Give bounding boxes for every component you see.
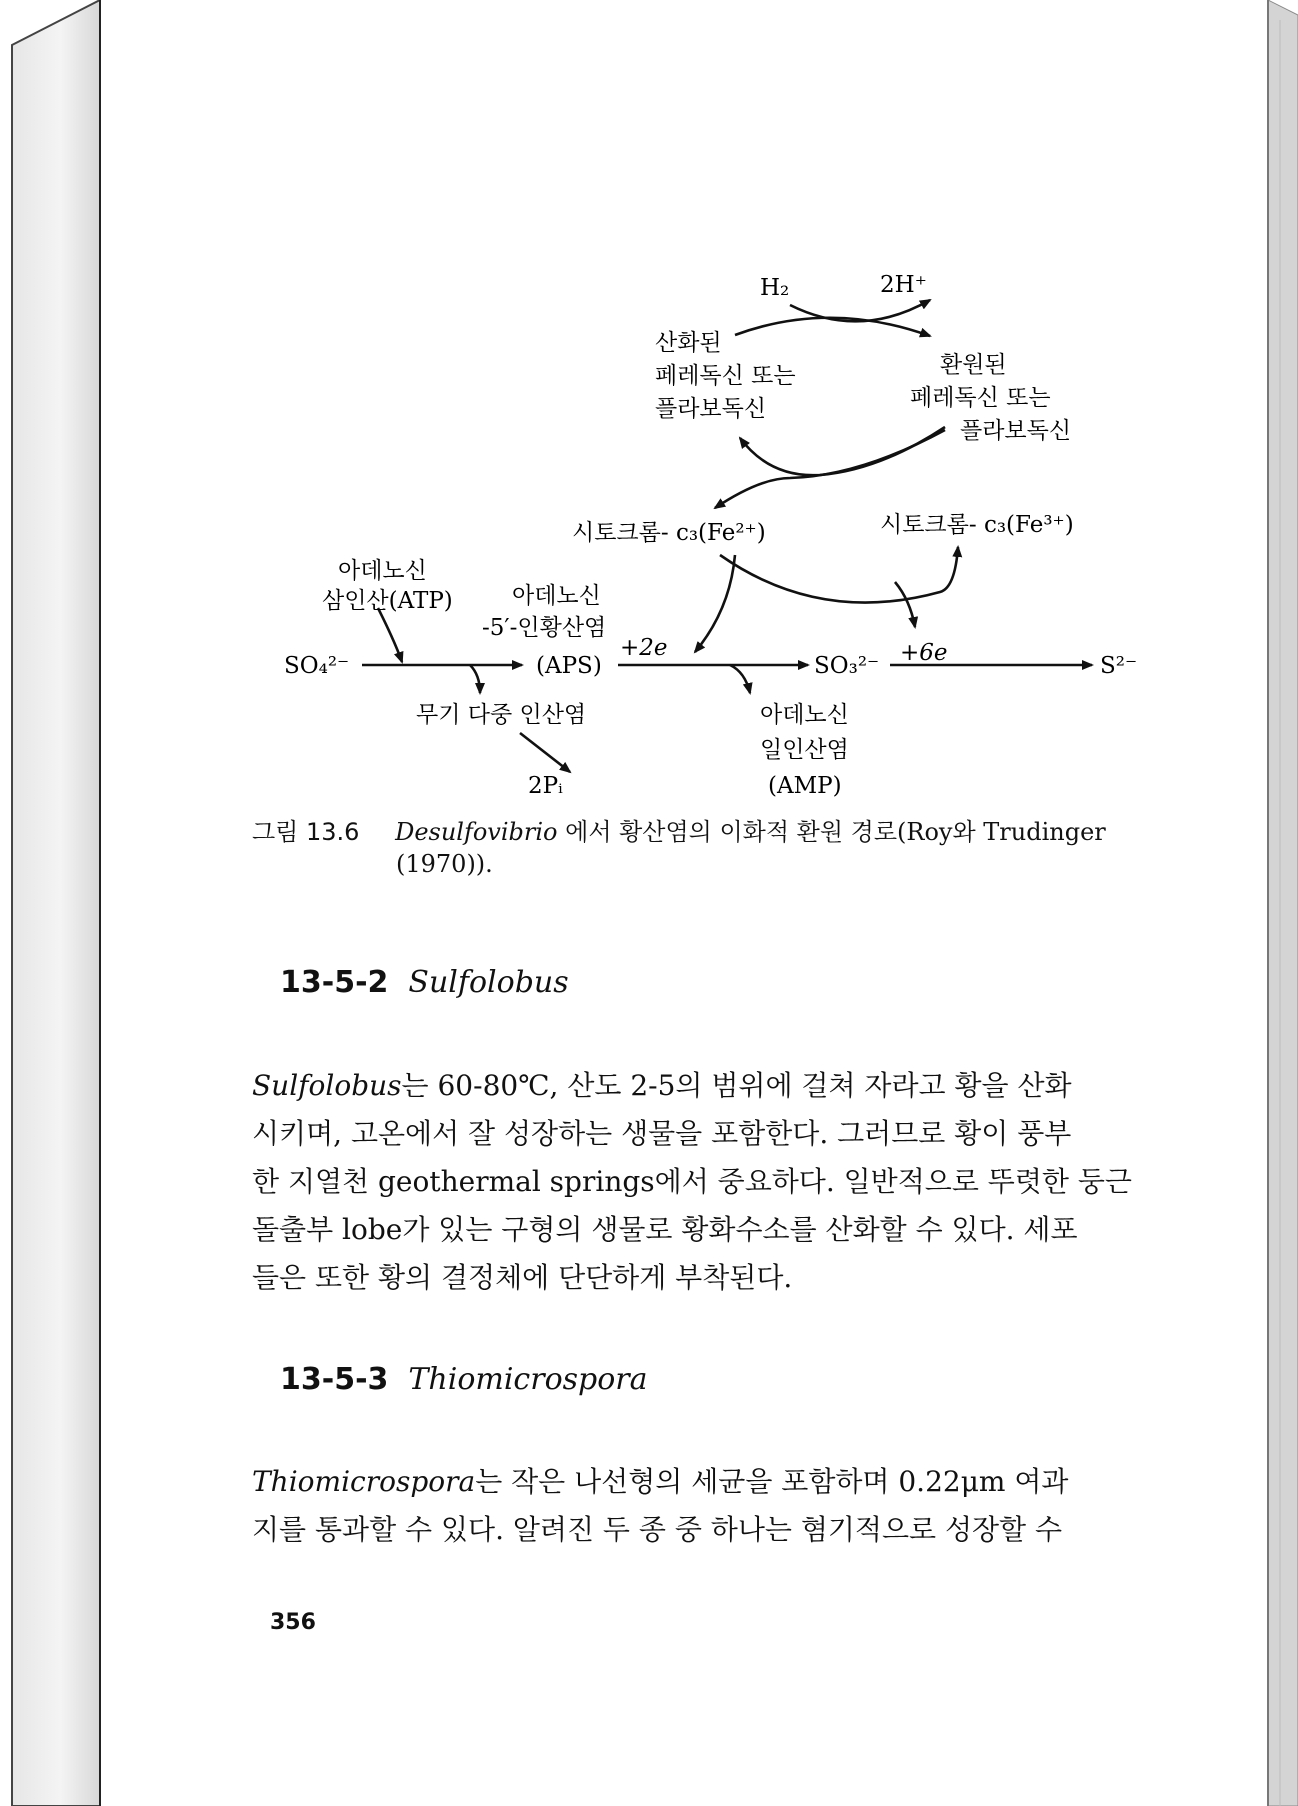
arrow-atp-in [378, 608, 402, 662]
section-number: 13-5-2 [280, 965, 389, 1000]
species-name: Sulfolobus [252, 1069, 402, 1102]
paragraph-sulfolobus [252, 1062, 1172, 1302]
arrow-fe2-down [695, 555, 735, 652]
amp-label-line2: 일인산염 [760, 737, 849, 763]
paragraph-line: 들은 또한 황의 결정체에 단단하게 부착된다. [252, 1261, 793, 1294]
so3-label: SO₃²⁻ [814, 653, 880, 679]
section-heading-sulfolobus [280, 965, 569, 1000]
aps-label: (APS) [536, 653, 602, 679]
plus-6e-label: +6e [900, 640, 948, 666]
plus-2e-label: +2e [620, 635, 668, 661]
amp-label-line3: (AMP) [768, 773, 842, 799]
arrow-fe2-to-fe3 [720, 547, 958, 603]
page-number: 356 [270, 1610, 316, 1635]
species-name: Thiomicrospora [252, 1465, 476, 1498]
paragraph-line: 돌출부 lobe가 있는 구형의 생물로 황화수소를 산화할 수 있다. 세포 [252, 1213, 1078, 1246]
section-title: Sulfolobus [408, 965, 569, 1000]
figure-species: Desulfovibrio [395, 818, 558, 846]
figure-caption-line2: (1970)). [396, 850, 493, 878]
figure-caption [252, 812, 1106, 847]
arrow-fe3-down [895, 582, 915, 627]
reduced-ferredoxin-line3: 플라보독신 [960, 418, 1072, 444]
atp-label-line2: 삼인산(ATP) [322, 588, 453, 614]
aps-label-line2: -5′-인황산염 [482, 615, 607, 641]
sulfate-reduction-diagram [0, 0, 1298, 820]
paragraph-line: 시키며, 고온에서 잘 성장하는 생물을 포함한다. 그러므로 황이 풍부 [252, 1117, 1072, 1150]
pyrophosphate-label: 무기 다중 인산염 [416, 702, 587, 728]
cytochrome-fe3-label: 시토크롬- c₃(Fe³⁺) [880, 512, 1074, 538]
arrow-pyrophosphate-to-pi [520, 733, 570, 772]
paragraph-line-text: 는 60-80℃, 산도 2-5의 범위에 걸쳐 자라고 황을 산화 [401, 1069, 1072, 1102]
atp-label-line1: 아데노신 [338, 558, 427, 584]
arrow-reduced-to-cyt [740, 427, 945, 475]
oxidized-ferredoxin-line2: 페레독신 또는 [655, 363, 796, 389]
h2-label: H₂ [760, 275, 790, 301]
cytochrome-fe2-label: 시토크롬- c₃(Fe²⁺) [572, 520, 766, 546]
arrow-amp-out [730, 665, 750, 693]
figure-number: 그림 13.6 [252, 818, 360, 846]
sulfide-label: S²⁻ [1100, 653, 1138, 679]
arrow-pyrophosphate-out [470, 665, 480, 693]
paragraph-line: 한 지열천 geothermal springs에서 중요하다. 일반적으로 뚜렷한 둥근 [252, 1165, 1132, 1198]
section-heading-thiomicrospora [280, 1362, 648, 1397]
arrow-cyt-to-oxidized [715, 430, 945, 508]
aps-label-line1: 아데노신 [512, 583, 601, 609]
pi-label: 2Pᵢ [528, 773, 563, 799]
paragraph-line: 지를 통과할 수 있다. 알려진 두 종 중 하나는 혐기적으로 성장할 수 [252, 1513, 1063, 1546]
h-plus-label: 2H⁺ [880, 272, 927, 298]
paragraph-line [252, 1062, 1172, 1110]
paragraph-thiomicrospora [252, 1458, 1172, 1554]
figure-caption-text1: 에서 황산염의 이화적 환원 경로(Roy와 Trudinger [557, 818, 1106, 846]
section-number: 13-5-3 [280, 1362, 389, 1397]
paragraph-line [252, 1458, 1172, 1506]
section-title: Thiomicrospora [408, 1362, 648, 1397]
so4-label: SO₄²⁻ [284, 653, 350, 679]
oxidized-ferredoxin-line1: 산화된 [655, 330, 722, 356]
paragraph-line-text: 는 작은 나선형의 세균을 포함하며 0.22μm 여과 [475, 1465, 1069, 1498]
amp-label-line1: 아데노신 [760, 702, 849, 728]
oxidized-ferredoxin-line3: 플라보독신 [655, 396, 767, 422]
reduced-ferredoxin-line1: 환원된 [940, 352, 1007, 378]
reduced-ferredoxin-line2: 페레독신 또는 [910, 385, 1051, 411]
